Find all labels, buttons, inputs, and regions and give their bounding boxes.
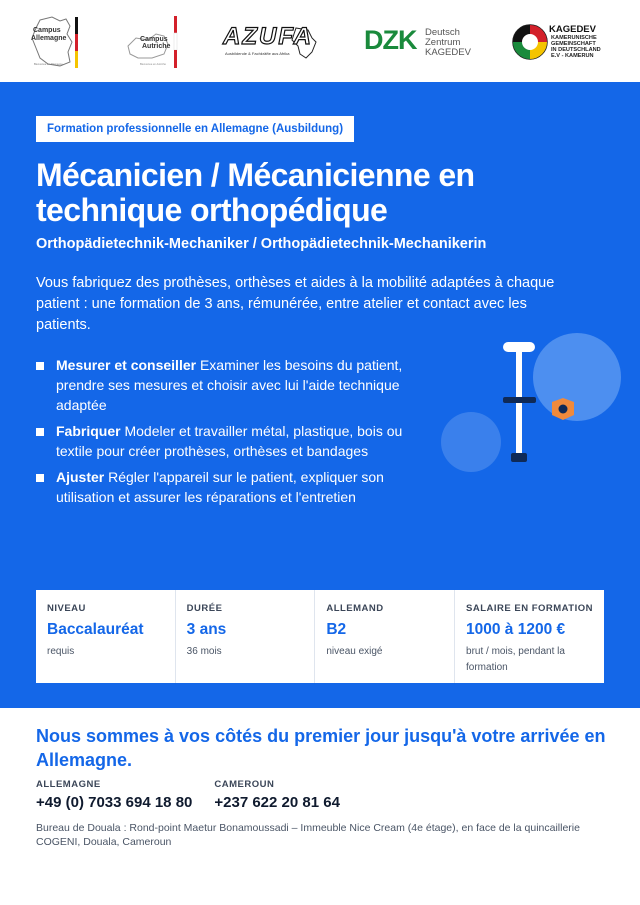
office-address: Bureau de Douala : Rond-point Maetur Bonamoussadi – Immeuble Nice Cream (4e étage), en face de la quincaillerie COGENI, Douala, Cameroun: [36, 822, 580, 848]
stat-note: brut / mois, pendant la formation: [466, 646, 565, 673]
intro-paragraph: Vous fabriquez des prothèses, orthèses et aides à la mobilité adaptées à chaque patient : une formation de 3 ans, rémunérée, entre atelier et contact avec les patients.: [36, 275, 555, 333]
stat-level: [36, 590, 176, 683]
kagedev-wordmark: KAGEDEV: [549, 24, 596, 35]
stat-value: 1000 à 1200 €: [466, 621, 566, 638]
task-text: Régler l'appareil sur le patient, expliquer son utilisation et assurer les réparations et l'entretien: [56, 469, 384, 505]
campus-allemagne-tagline: Bienvenue en Allemagne: [34, 63, 63, 66]
kagedev-line4: E.V - KAMERUN: [551, 53, 594, 59]
job-title-german: Orthopädietechnik-Mechaniker / Orthopädietechnik-Mechanikerin: [36, 236, 487, 252]
stat-salary: [455, 590, 604, 683]
germany-map-icon: [26, 14, 86, 70]
azufa-logo: [220, 22, 320, 62]
task-text: Modeler et travailler métal, plastique, bois ou textile pour créer prothèses, orthèses et bandages: [56, 423, 403, 459]
crutch-icon: [503, 342, 536, 462]
stat-note: 36 mois: [186, 646, 222, 657]
kagedev-logo: [510, 22, 620, 64]
stat-value: Baccalauréat: [47, 621, 144, 638]
partner-logos: [0, 0, 640, 82]
decor-circle-large: [533, 333, 621, 421]
list-item: [36, 355, 436, 415]
square-bullet-icon: [36, 428, 44, 436]
square-bullet-icon: [36, 474, 44, 482]
stat-label: SALAIRE EN FORMATION: [466, 603, 594, 614]
hero-section: [0, 82, 640, 708]
support-headline: Nous sommes à vos côtés du premier jour jusqu'à votre arrivée en Allemagne.: [36, 726, 606, 770]
list-item: [36, 421, 436, 461]
task-title: Fabriquer: [56, 423, 121, 439]
job-title: Mécanicien / Mécanicienne en technique orthopédique: [36, 157, 475, 228]
stat-german-level: [315, 590, 455, 683]
campus-autriche-line1: Campus: [140, 36, 168, 43]
cameroon-phone-link[interactable]: +237 622 20 81 64: [214, 794, 340, 811]
task-text: Examiner les besoins du patient, prendre ses mesures et choisir avec lui l'aide technique adaptée: [56, 357, 403, 413]
dzk-mark: DZK: [364, 25, 417, 55]
dzk-logo: [364, 26, 474, 60]
stat-duration: [176, 590, 316, 683]
campus-allemagne-line2: Allemagne: [31, 35, 67, 42]
task-title: Mesurer et conseiller: [56, 357, 197, 373]
stat-label: DURÉE: [186, 603, 223, 614]
kagedev-line3: IN DEUTSCHLAND: [551, 47, 601, 53]
stat-note: requis: [47, 646, 75, 657]
dzk-line2: Zentrum: [425, 37, 461, 48]
stat-label: ALLEMAND: [326, 603, 384, 614]
campus-autriche-logo: [124, 16, 184, 70]
dzk-line1: Deutsch: [425, 27, 460, 38]
task-title: Ajuster: [56, 469, 105, 485]
phone-contacts: [36, 779, 362, 811]
kagedev-line1: KAMERUNISCHE: [551, 35, 597, 41]
stat-value: B2: [326, 621, 347, 638]
contact-cameroon: [214, 779, 340, 811]
square-bullet-icon: [36, 362, 44, 370]
campus-autriche-line2: Autriche: [142, 43, 171, 50]
campus-autriche-tagline: Bienvenue en Autriche: [140, 63, 166, 66]
list-item: [36, 467, 436, 507]
kagedev-line2: GEMEINSCHAFT: [551, 41, 596, 47]
decor-circle-small: [441, 412, 501, 472]
stat-label: NIVEAU: [47, 603, 86, 614]
contact-label: ALLEMAGNE: [36, 779, 101, 790]
campus-allemagne-line1: Campus: [33, 27, 61, 34]
program-badge: Formation professionnelle en Allemagne (Ausbildung): [36, 116, 354, 142]
task-list: [36, 355, 436, 513]
kagedev-emblem-icon: [510, 22, 550, 62]
campus-allemagne-logo: [26, 14, 86, 70]
stat-note: niveau exigé: [326, 646, 383, 657]
stat-value: 3 ans: [186, 621, 227, 638]
stats-panel: [36, 590, 604, 683]
dzk-line3: KAGEDEV: [425, 47, 471, 58]
contact-label: CAMEROUN: [214, 779, 275, 790]
azufa-tagline: Ausbildende & Fachkräfte aus Afrika: [225, 51, 290, 56]
contact-germany: [36, 779, 192, 811]
germany-phone-link[interactable]: +49 (0) 7033 694 18 80: [36, 794, 193, 811]
azufa-wordmark: AZUFA: [223, 23, 313, 50]
crutch-illustration: [438, 320, 628, 480]
